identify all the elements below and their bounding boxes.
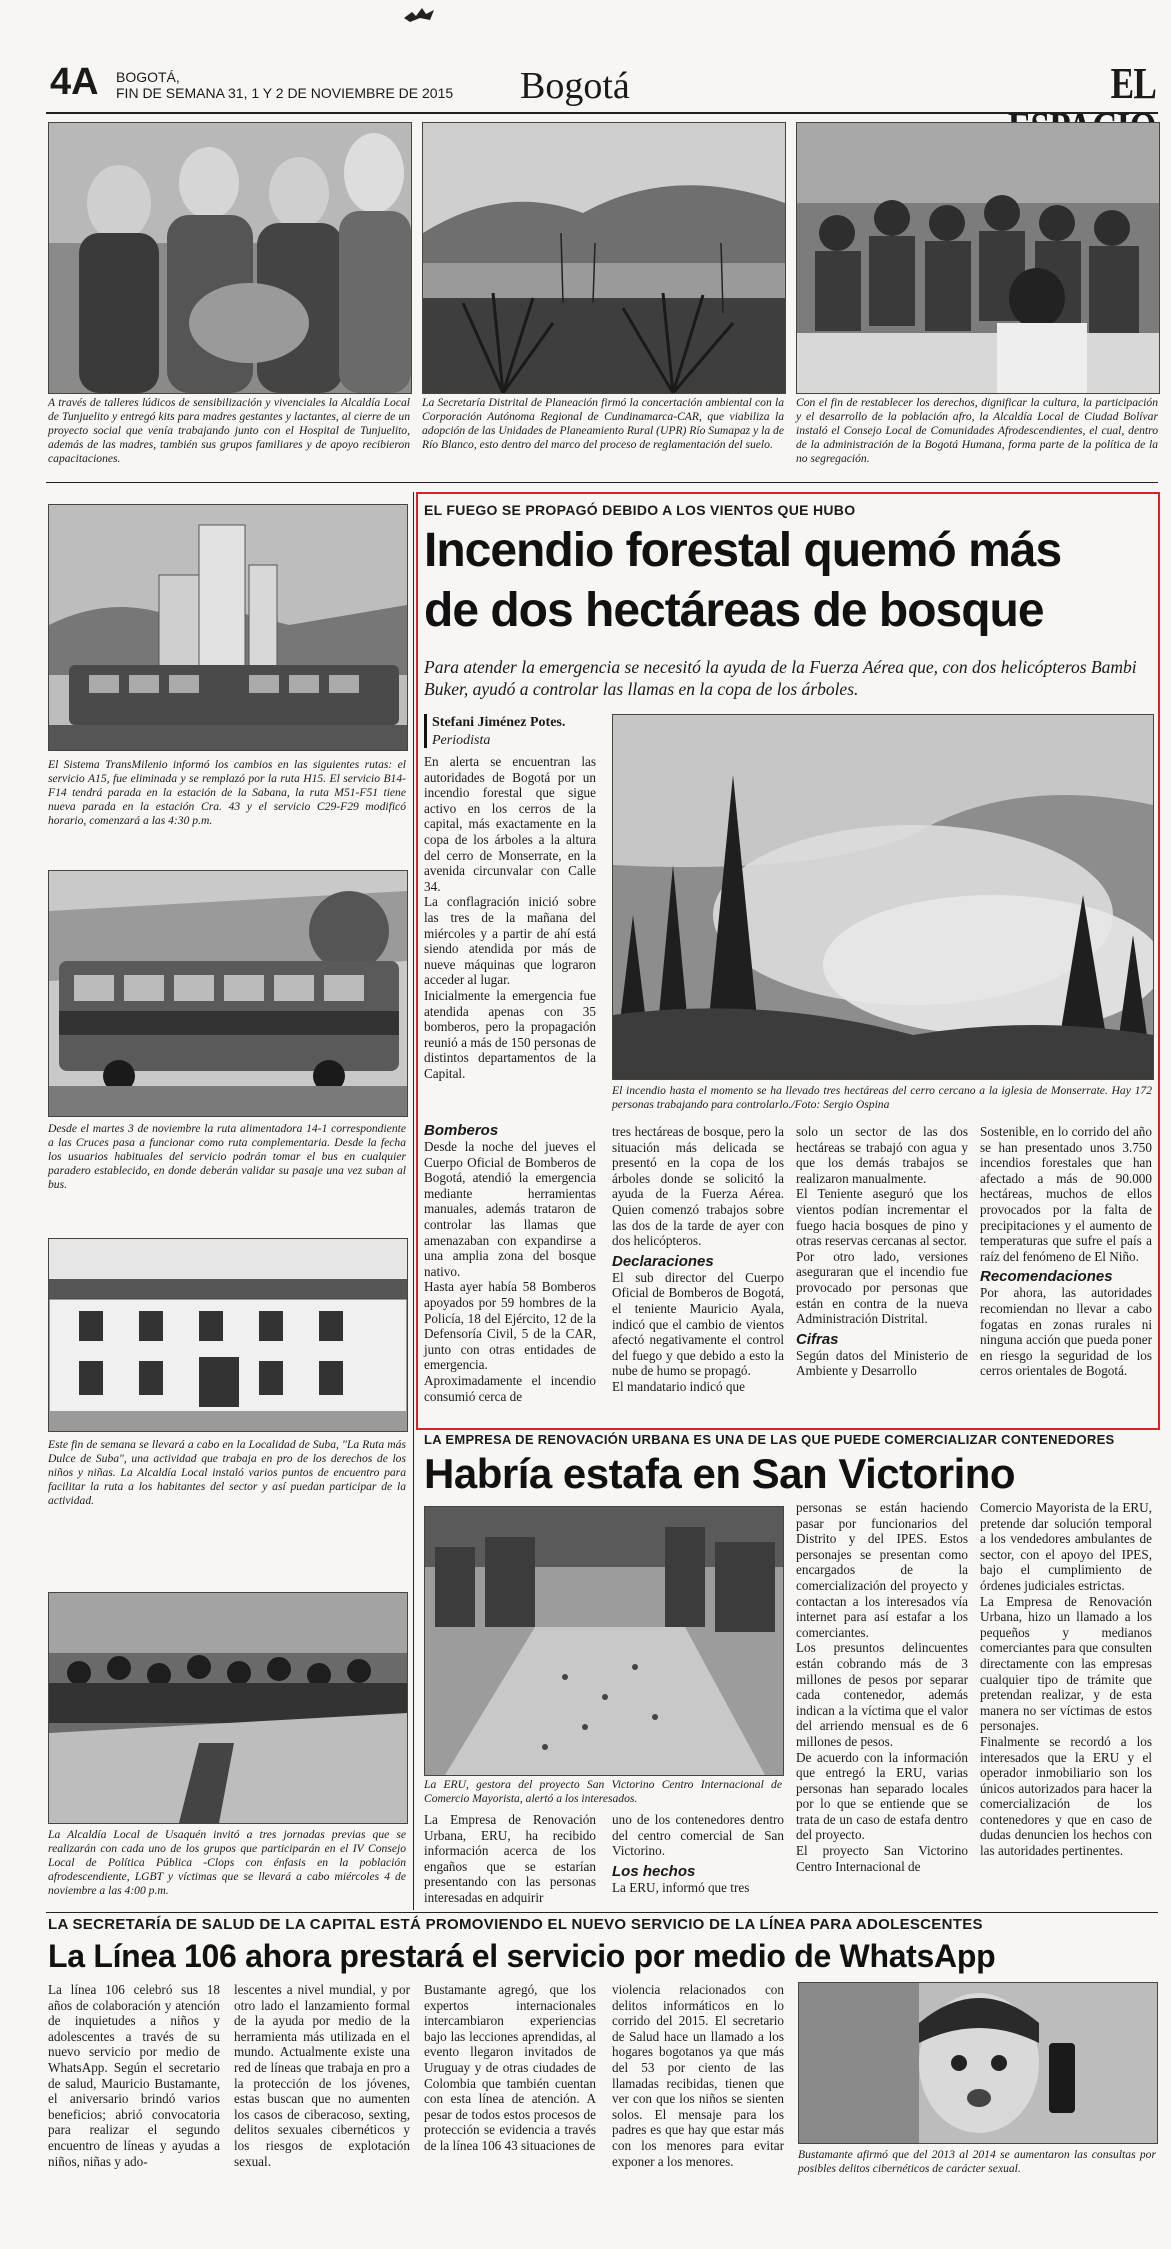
fire-headline-line1: Incendio forestal quemó más [424,524,1062,577]
brand-logo: EL [1110,59,1156,108]
byline-bar [424,714,427,748]
victorino-kicker: LA EMPRESA DE RENOVACIÓN URBANA ES UNA DE LAS QUE PUEDE COMERCIALIZAR CONTENEDORES [424,1432,1115,1447]
subhead-bomberos: Bomberos [424,1122,499,1139]
victorino-col1: La Empresa de Renovación Urbana, ERU, ha recibido información acerca de los engaños que se estarían presentando con las personas interesadas en adquirir [424,1812,596,1905]
date-line: FIN DE SEMANA 31, 1 Y 2 DE NOVIEMBRE DE 2015 [116,85,454,101]
section-title: Bogotá [520,65,630,107]
transmilenio-skyline-photo [48,504,408,751]
usaquen-crowd-photo [48,1592,408,1824]
mothers-caption: A través de talleres lúdicos de sensibilización y vivenciales la Alcaldía Local de Tunjuelito y entregó kits para madres gestantes y lactantes, al cierre de un proyecto social que venía trabajando junto con el Hospital de Tunjuelito, además de las madres, también sus grupos familiares y de apoyo recibieron capacitaciones. [48,396,410,465]
subhead-hechos: Los hechos [612,1862,696,1880]
subhead-recomendaciones: Recomendaciones [980,1268,1113,1286]
paramo-caption: La Secretaría Distrital de Planeación firmó la concertación ambiental con la Corporación Autónoma Regional de Cundinamarca-CAR, que viabiliza la adopción de las Unidades de Planeamiento Rural (UPR) Río Sumapaz y la de Río Blanco, esto dentro del marco del proceso de reglamentación del suelo. [422,396,784,451]
subhead-cifras: Cifras [796,1330,839,1348]
alimentadora-caption: Desde el martes 3 de noviembre la ruta alimentadora 14-1 correspondiente a las Cruces pasa a funcionar como ruta complementaria. Desde la fecha los usuarios habituales del servicio podrán tomar el bus en cualquier paradero establecido, en donde deberán validar su pasaje una vez suban al bus. [48,1122,406,1191]
usaquen-caption: La Alcaldía Local de Usaquén invitó a tres jornadas previas que se realizarán con cada uno de los grupos que participarán en el IV Consejo Local de Política Pública -Clops con énfasis en la población afrodescendiente, LGBT y víctimas que se llevará a cabo miércoles 4 de noviembre a las 4:00 p.m. [48,1828,406,1897]
fire-deck: Para atender la emergencia se necesitó la ayuda de la Fuerza Aérea que, con dos helicópteros Bambi Buker, ayudó a controlar las llamas en la copa de los árboles. [424,657,1137,699]
afro-council-photo [796,122,1160,394]
fire-smoke-photo [612,714,1154,1080]
fire-kicker: EL FUEGO SE PROPAGÓ DEBIDO A LOS VIENTOS QUE HUBO [424,502,856,518]
city-line: BOGOTÁ, [116,69,180,85]
victorino-headline: Habría estafa en San Victorino [424,1450,1016,1497]
byline-name: Stefani Jiménez Potes. [432,715,566,730]
fire-col3: solo un sector de las dos hectáreas se trabajó con agua y que los demás trabajos se realizaron manualmente. El Teniente aseguró que los vientos podían incrementar el fuego hacia bosques de pino y otras reservas cercanas al sector. Por otro lado, versiones aseguraran que el incendio fue provocado por personas que están en contra de la nueva Administración Distrital. Cifras Según datos del Ministerio de Ambiente y Desarrollo [796,1124,968,1379]
victorino-photo-caption: La ERU, gestora del proyecto San Victorino Centro Internacional de Comercio Mayorista, alertó a los interesados. [424,1778,782,1805]
linea-kicker: LA SECRETARÍA DE SALUD DE LA CAPITAL ESTÁ PROMOVIENDO EL NUEVO SERVICIO DE LA LÍNEA PARA ADOLESCENTES [48,1916,983,1933]
suba-building-photo [48,1238,408,1432]
transmilenio-bus-photo [48,870,408,1117]
sitp-caption: El Sistema TransMilenio informó los cambios en las siguientes rutas: el servicio A15, fue eliminada y se remplazó por la ruta H15. El servicio B14-F14 tendrá parada en la estación de la Sabana, la ruta M51-F51 tiene nueva parada en la estación Cra. 43 y el servicio C29-F29 modificó horario, comenzará a las 4:30 p.m. [48,758,406,827]
linea-headline: La Línea 106 ahora prestará el servicio por medio de WhatsApp [48,1938,996,1974]
linea-col1: La línea 106 celebró sus 18 años de colaboración y atención de inquietudes a niños y adolescentes a través de su nuevo servicio por medio de WhatsApp. Según el secretario de salud, Mauricio Bustamante, el aniversario brindó varios beneficios; abrió convocatoria para realizar el segundo encuentro de líneas y ayudas a niños, niñas y ado- [48,1982,220,2169]
byline-role: Periodista [432,733,491,748]
child-phone-photo [798,1982,1158,2144]
victorino-col2: uno de los contenedores dentro del centro comercial de San Victorino. Los hechos La ERU, informó que tres [612,1812,784,1895]
page-number: 4A [50,61,99,103]
san-victorino-plaza-photo [424,1506,784,1776]
linea-col4: violencia relacionados con delitos informáticos en lo corrido del 2015. El secretario de Salud hace un llamado a los hogares bogotanos ya que más del 53 por ciento de las llamadas recibidas, tienen que ver con que los niños se sienten solos. El mensaje para los padres es que hay que estar más con los menores para evitar exponer a los menores. [612,1982,784,2169]
child-photo-caption: Bustamante afirmó que del 2013 al 2014 se aumentaron las consultas por posibles delitos cibernéticos de carácter sexual. [798,2148,1156,2175]
subhead-declaraciones: Declaraciones [612,1252,714,1270]
fire-col1: Bomberos Desde la noche del jueves el Cuerpo Oficial de Bomberos de Bogotá, atendió la emergencia mediante herramientas manuales, además trataron de controlar las llamas que amenazaban con expandirse a una amplia zona del bosque nativo. Hasta ayer había 58 Bomberos apoyados por 59 hombres de la Policía, 18 del Ejército, 12 de la Defensoría Civil, 5 de la CAR, junto con otras entidades de emergencia. Aproximadamente el incendio consumió cerca de [424,1122,596,1404]
masthead-rule [46,112,1158,114]
victorino-col3: personas se están haciendo pasar por funcionarios del Distrito y del IPES. Estos personajes se presentan como encargados de la comercialización del proyecto y contactan a los interesados vía internet para así estafar a los comerciantes. Los presuntos delincuentes están cobrando más de 3 millones de pesos por separar cada contenedor, además indican a la víctima que el valor del arriendo mensual es de 6 millones de pesos. De acuerdo con la información que entregó la ERU, varias personas han separado locales por lo que se entiende que se trata de un caso de estafa dentro del proyecto. El proyecto San Victorino Centro Internacional de [796,1500,968,1874]
fire-col4: Sostenible, en lo corrido del año se han presentado unos 3.750 incendios forestales que han afectado a más de 90.000 hectáreas, muchos de ellos provocados por la falta de precipitaciones y el aumento de temperaturas que sufre el país a raíz del fenómeno de El Niño. Recomendaciones Por ahora, las autoridades recomiendan no llevar a cabo fogatas en zonas rurales ni ninguna acción que pueda poner en riesgo la seguridad de los cerros orientales de Bogotá. [980,1124,1152,1379]
top-ornament [400,4,440,26]
linea-col3: Bustamante agregó, que los expertos internacionales intercambiaron experiencias bajo las lecciones aprendidas, al evento llegaron invitados de Uruguay y de otras ciudades de Colombia que también cuentan con esta línea de atención. A pesar de todos estos procesos de protección se evidencia a través de la línea 106 43 situaciones de [424,1982,596,2153]
fire-col1-top: En alerta se encuentran las autoridades de Bogotá por un incendio forestal que sigue activo en los cerros de la capital, más exactamente en la copa de los árboles a la altura del cerro de Monserrate, en la avenida circunvalar con Calle 34. La conflagración inició sobre las tres de la mañana del miércoles y a partir de ahí está siendo atendida por más de nueve máquinas que lograron acceder al lugar. Inicialmente la emergencia fue atendida apenas con 35 bomberos, pero la propagación reunió a más de 150 personas de distintos departamentos de la Capital. [424,754,596,1081]
suba-caption: Este fin de semana se llevará a cabo en la Localidad de Suba, "La Ruta más Dulce de Suba", una actividad que trabaja en pro de los derechos de los niños y niñas. La Alcaldía Local instaló varios puntos de encuentro para facilitar la ruta a los habitantes del sector y así puedan participar de la actividad. [48,1438,406,1507]
top-row-rule [46,482,1158,483]
linea-top-rule [46,1912,1158,1913]
sidebar-divider [413,492,414,1910]
linea-col2: lescentes a nivel mundial, y por otro lado el lanzamiento formal de la ayuda por medio de la herramienta más utilizada en el mundo. Actualmente existe una red de líneas que trabaja en pro a la protección de los jóvenes, estas buscan que no aumenten los casos de ciberacoso, sexting, delitos sexuales cibernéticos y los riesgos de explotación sexual. [234,1982,410,2169]
paramo-photo [422,122,786,394]
fire-headline-line2: de dos hectáreas de bosque [424,584,1044,637]
fire-photo-caption: El incendio hasta el momento se ha llevado tres hectáreas del cerro cercano a la iglesia de Monserrate. Hay 172 personas trabajando para controlarlo./Foto: Sergio Ospina [612,1084,1152,1111]
afro-caption: Con el fin de restablecer los derechos, dignificar la cultura, la participación y el desarrollo de la población afro, la Alcaldía Local de Ciudad Bolívar instaló el Consejo Local de Comunidades Afrodescendientes, el cual, dentro de la administración de la Bogotá Humana, forma parte de la política de la no segregación. [796,396,1158,465]
fire-col2: tres hectáreas de bosque, pero la situación más delicada se presentó en la copa de los árboles donde se solicitó la ayuda de la Fuerza Aérea. Quien comenzó trabajos sobre las dos de la tarde de ayer con dos helicópteros. Declaraciones El sub director del Cuerpo Oficial de Bomberos de Bogotá, el teniente Mauricio Ayala, indicó que el cambio de vientos afectó negativamente el control del fuego y que debido a esto la nube de humo se propagó. El mandatario indicó que [612,1124,784,1394]
mothers-photo [48,122,412,394]
victorino-col4: Comercio Mayorista de la ERU, pretende dar solución temporal a los vendedores ambulantes de sector, con el apoyo del IPES, bajo el cumplimiento de órdenes judiciales estrictas. La Empresa de Renovación Urbana, hizo un llamado a los pequeños y medianos comerciantes para que consulten directamente con las empresas cualquier tipo de trámite que pretendan realizar, y de esta manera no ser víctimas de estos personajes. Finalmente se recordó a los interesados que la ERU y el operador inmobiliario son los únicos autorizados para hacer la comercialización de los contenedores y que en caso de dudas denuncien los hechos con las autoridades pertinentes. [980,1500,1152,1859]
